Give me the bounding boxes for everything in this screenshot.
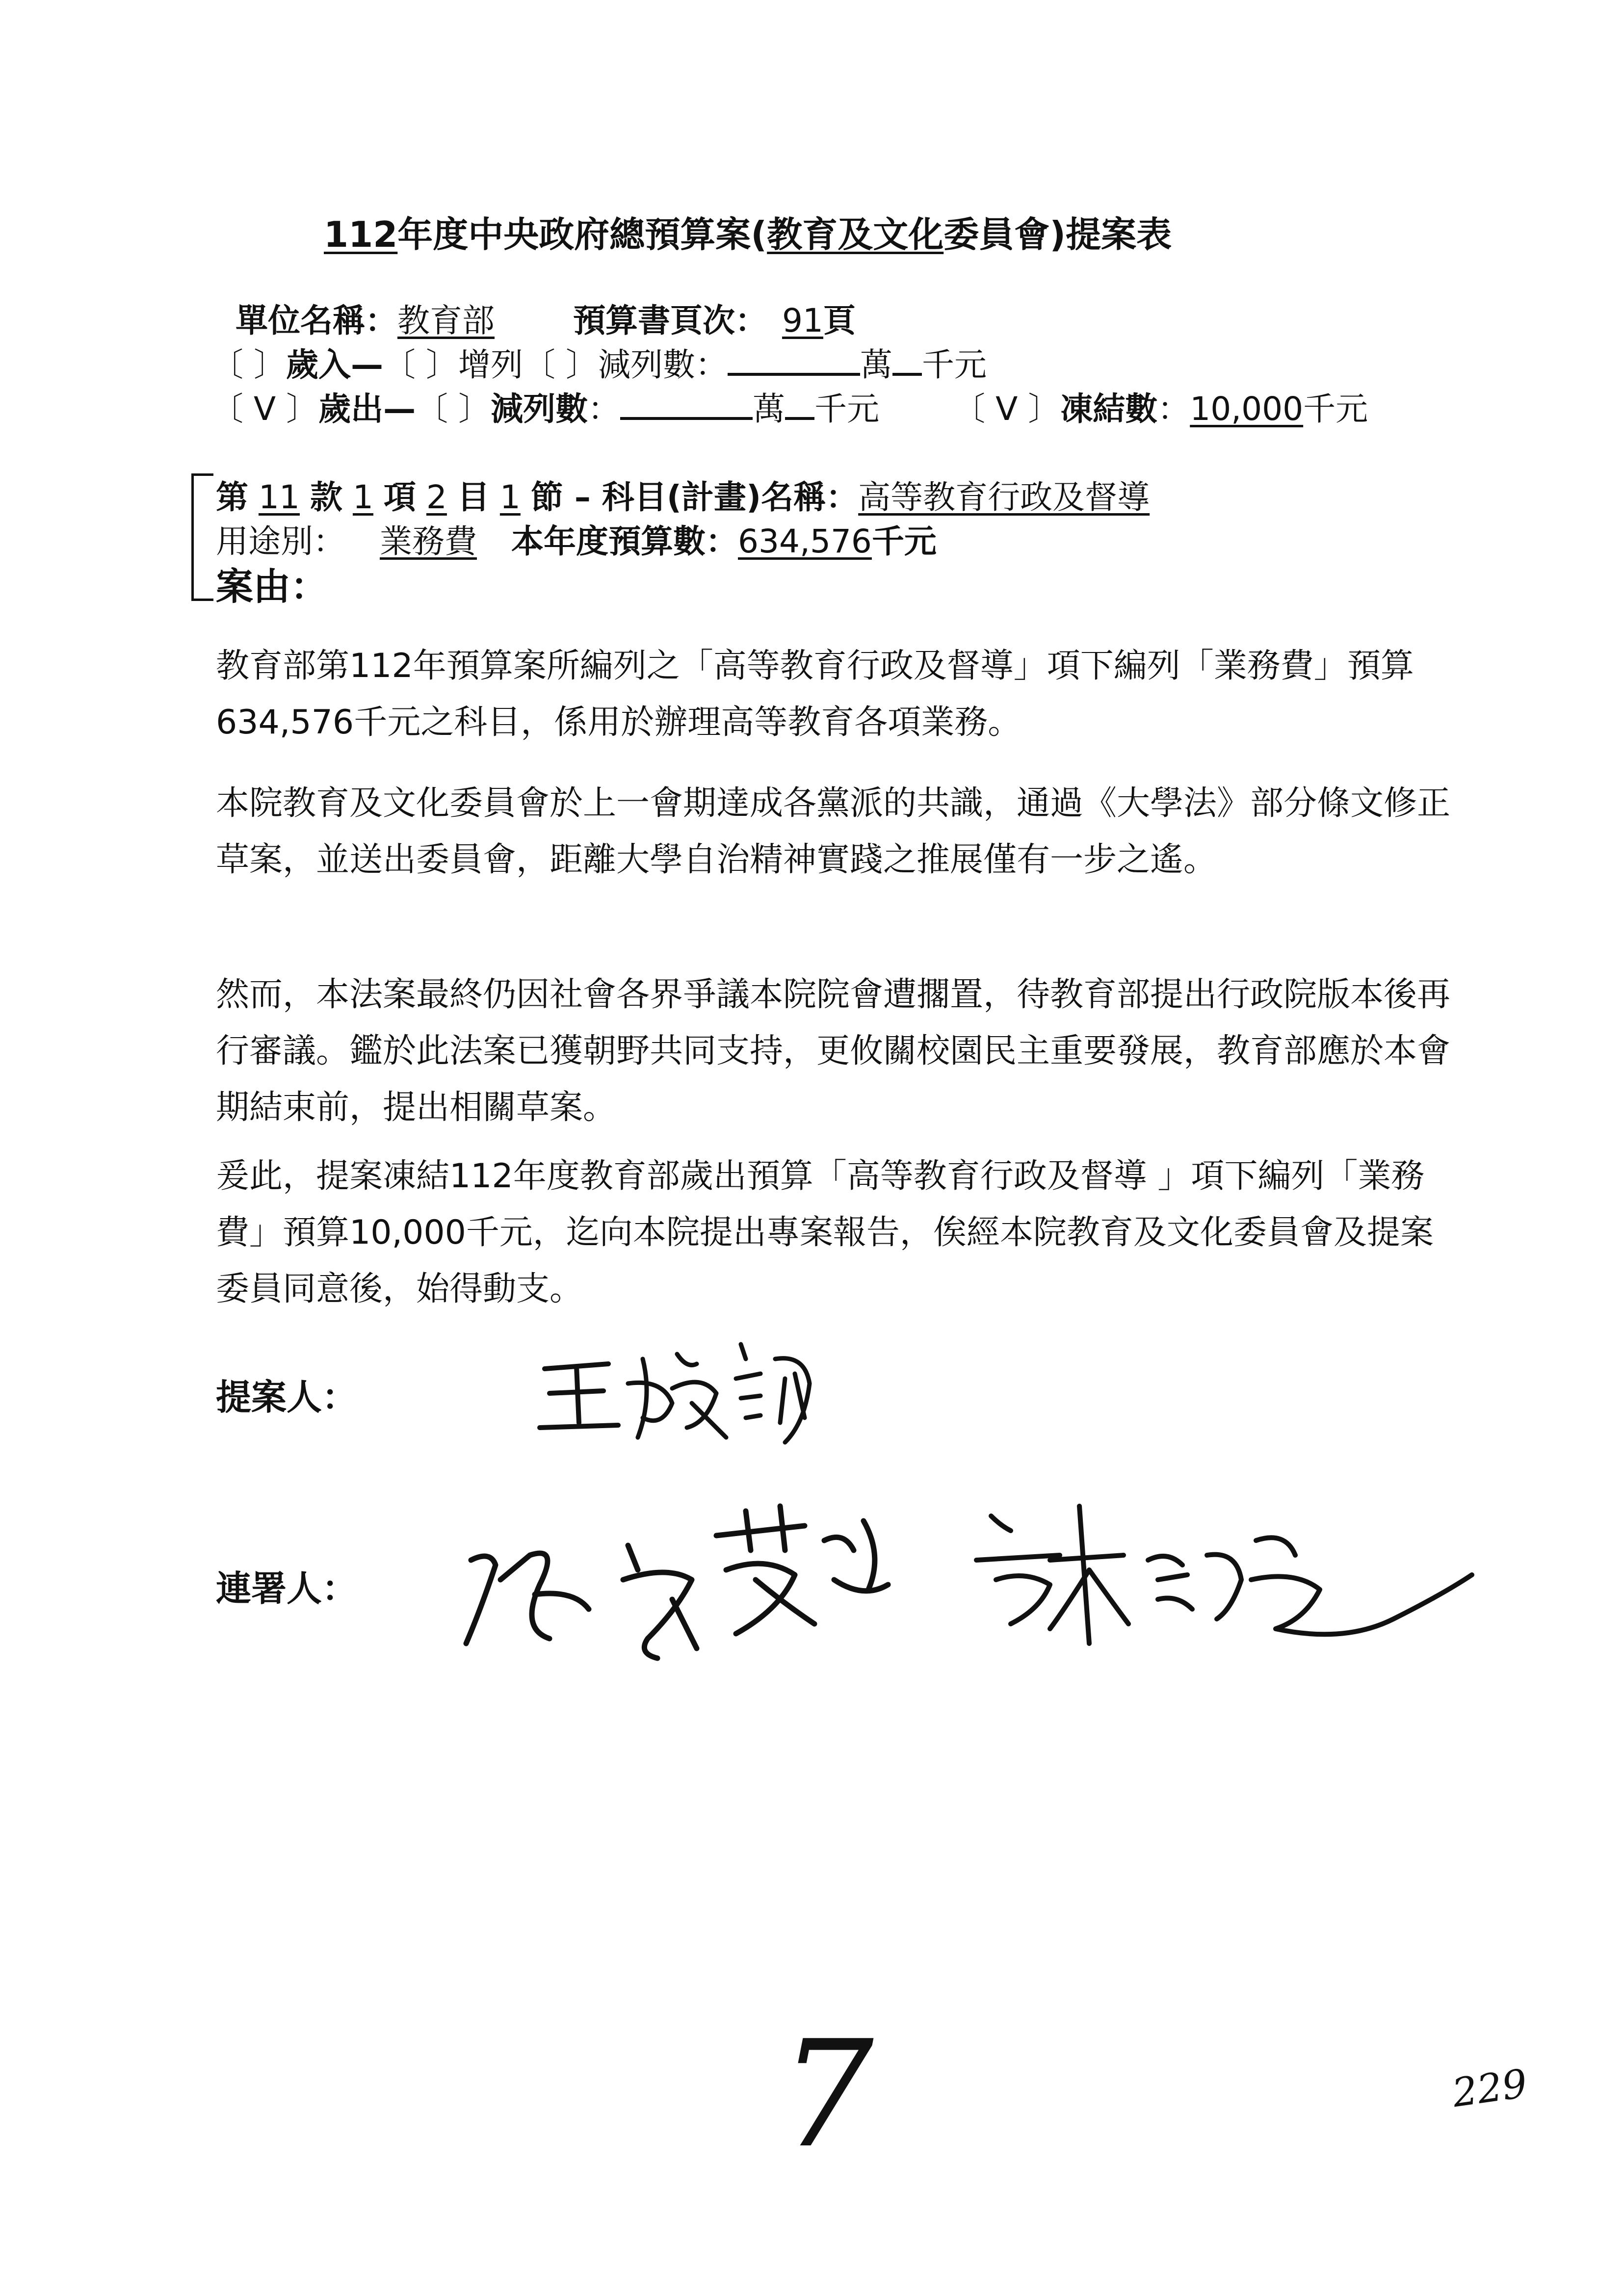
expenditure-unit2: 千元 — [814, 390, 880, 428]
reason-paragraph-1: 教育部第112年預算案所編列之「高等教育行政及督導」項下編列「業務費」預算634,576千元之科目，係用於辦理高等教育各項業務。 — [216, 647, 1414, 742]
handwritten-page-number: 7 — [780, 2009, 874, 2180]
proposer-label: 提案人： — [216, 1377, 358, 1418]
item-kuan: 11 — [258, 478, 300, 516]
item-line — [216, 471, 1150, 518]
page-label: 預算書頁次： — [573, 302, 767, 339]
page-value: 91 — [782, 302, 823, 339]
freeze-label: 凍結數 — [1060, 390, 1158, 428]
item-name: 高等教育行政及督導 — [858, 478, 1150, 516]
reason-label: 案由： — [216, 565, 328, 608]
budget-label: 本年度預算數： — [511, 522, 738, 560]
reason-paragraph-2: 本院教育及文化委員會於上一會期達成各黨派的共識，通過《大學法》部分條文修正草案，並送出委員會，距離大學自治精神實踐之推展僅有一步之遙。 — [216, 784, 1451, 879]
revenue-bracket: 〔 〕 — [211, 346, 286, 384]
expenditure-colon: ： — [588, 390, 621, 428]
usage-line — [216, 515, 937, 562]
title-part2: 委員會)提案表 — [943, 214, 1172, 255]
revenue-unit1: 萬 — [860, 346, 892, 384]
usage-value: 業務費 — [380, 522, 477, 560]
freeze-value: 10,000 — [1190, 390, 1304, 428]
item-p4: 目 — [457, 478, 490, 516]
proposer-signature — [530, 1325, 834, 1452]
title-committee: 教育及文化 — [767, 214, 944, 255]
budget-value: 634,576 — [738, 522, 872, 560]
revenue-unit2: 千元 — [921, 346, 987, 384]
reason-paragraph-3: 然而，本法案最終仍因社會各界爭議本院院會遭擱置，待教育部提出行政院版本後再行審議。鑑於此法案已獲朝野共同支持，更攸關校園民主重要發展，教育部應於本會期結束前，提出相關草案。 — [216, 975, 1451, 1127]
freeze-colon: ： — [1157, 390, 1190, 428]
unit-label: 單位名稱： — [236, 302, 397, 339]
revenue-blank-wan — [728, 344, 860, 376]
page-title — [324, 206, 1172, 257]
expenditure-opt1: 〔 〕 — [416, 390, 491, 428]
reason-paragraph-4: 爰此，提案凍結112年度教育部歲出預算「高等教育行政及督導 」項下編列「業務費」預算10,000千元，迄向本院提出專案報告，俟經本院教育及文化委員會及提案委員同意後，始得動支。 — [216, 1157, 1434, 1308]
title-year: 112 — [324, 214, 398, 255]
item-p5: 節 – 科目(計畫)名稱： — [530, 478, 859, 516]
unit-line — [236, 294, 856, 341]
revenue-opt1: 〔 〕增列 — [383, 346, 523, 384]
freeze-bracket: 〔 V 〕 — [953, 390, 1061, 428]
unit-value: 教育部 — [397, 302, 495, 339]
revenue-label: 歲入— — [286, 346, 383, 384]
item-p1: 第 — [216, 478, 248, 516]
item-mu: 2 — [426, 478, 447, 516]
expenditure-line — [211, 383, 1368, 429]
item-p3: 項 — [383, 478, 416, 516]
item-jie: 1 — [499, 478, 521, 516]
expenditure-blank-qian — [785, 389, 814, 420]
corner-number: 229 — [1449, 2060, 1530, 2116]
expenditure-opt1-label: 減列數 — [491, 390, 588, 428]
freeze-unit: 千元 — [1303, 390, 1368, 428]
usage-label: 用途別： — [216, 522, 345, 560]
expenditure-blank-wan — [620, 389, 753, 420]
revenue-blank-qian — [892, 344, 922, 376]
item-p2: 款 — [310, 478, 342, 516]
title-part1: 年度中央政府總預算案( — [397, 214, 767, 255]
item-bracket — [191, 473, 213, 601]
expenditure-bracket: 〔 V 〕 — [211, 390, 319, 428]
expenditure-unit1: 萬 — [753, 390, 786, 428]
item-xiang: 1 — [352, 478, 373, 516]
revenue-opt2: 〔 〕減列數： — [523, 346, 728, 384]
expenditure-label: 歲出— — [318, 390, 416, 428]
budget-unit: 千元 — [871, 522, 937, 560]
cosigner-signatures — [461, 1482, 1482, 1688]
cosigner-label: 連署人： — [216, 1568, 358, 1609]
page-suffix: 頁 — [823, 302, 856, 339]
revenue-line — [211, 339, 987, 385]
